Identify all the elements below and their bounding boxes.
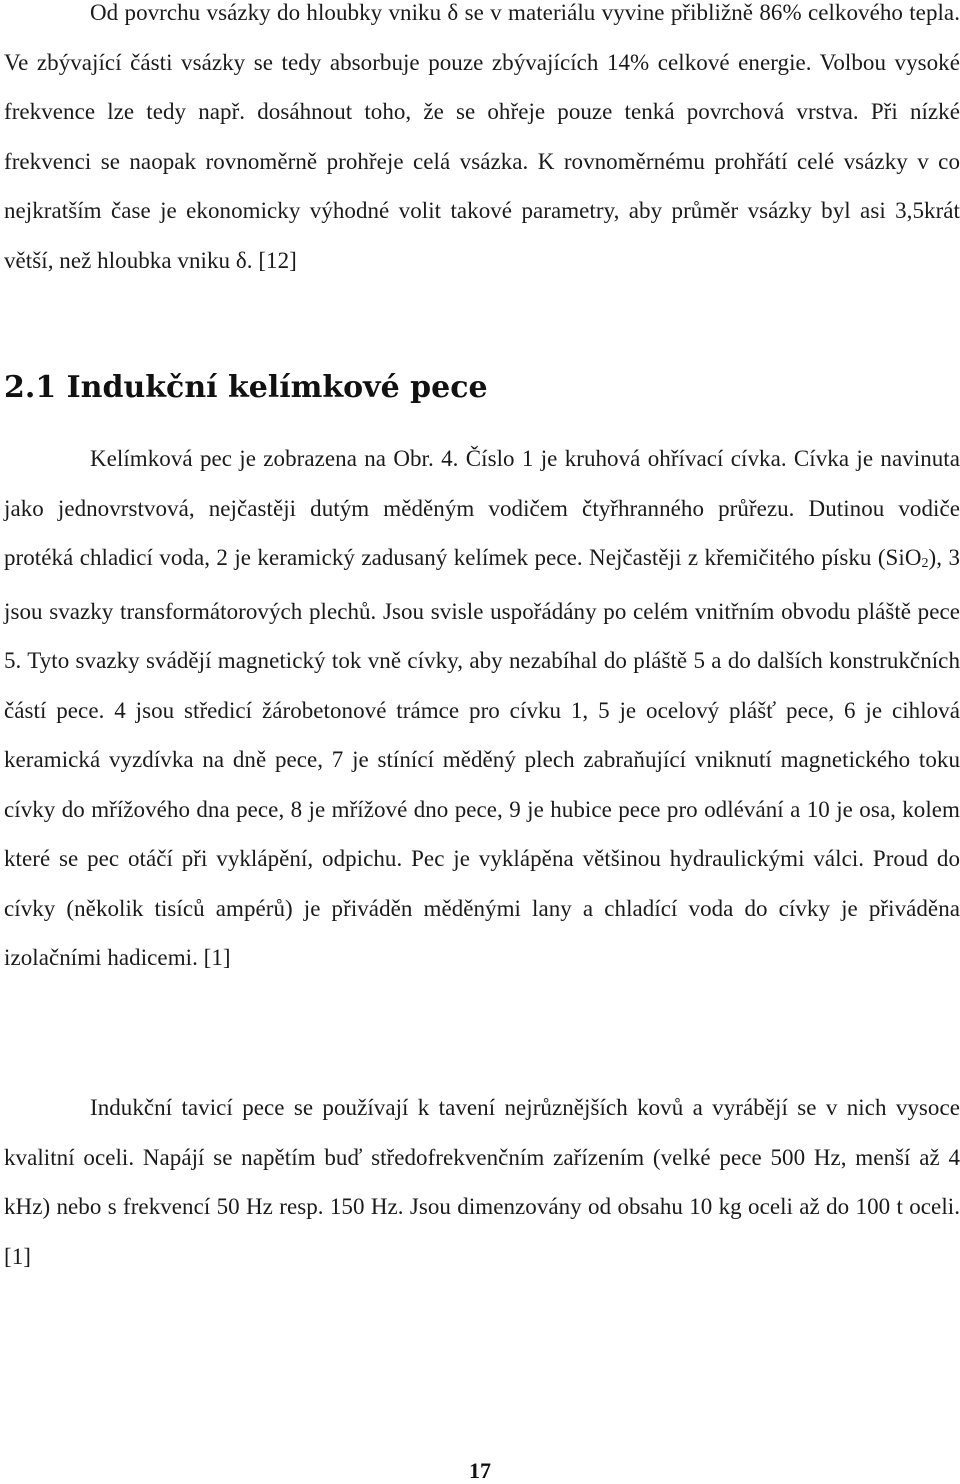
paragraph-text: Indukční tavicí pece se používají k tavení nejrůznějších kovů a vyrábějí se v nich vysoce kvalitní oceli. Napájí se napětím buď středofrekvenčním zařízením (velké pece 500 Hz, menší až 4 kHz) nebo s frekvencí 50 Hz resp. 150 Hz. Jsou dimenzovány od obsahu 10 kg oceli až do 100 t oceli. [1]: [4, 1095, 960, 1269]
paragraph-crucible-furnace: [4, 434, 960, 983]
paragraph-heat-penetration: [4, 0, 960, 285]
page-number: 17: [469, 1458, 491, 1483]
paragraph-text-part-2: ), 3 jsou svazky transformátorových plechů. Jsou svisle uspořádány po celém vnitřním obvodu pláště pece 5. Tyto svazky svádějí magnetický tok vně cívky, aby nezabíhal do pláště 5 a do dalších konstrukčních částí pece. 4 jsou středicí žárobetonové trámce pro cívku 1, 5 je ocelový plášť pece, 6 je cihlová keramická vyzdívka na dně pece, 7 je stínící měděný plech zabraňující vniknutí magnetického toku cívky do mřížového dna pece, 8 je mřížové dno pece, 9 je hubice pece pro odlévání a 10 je osa, kolem které se pec otáčí při vyklápění, odpichu. Pec je vyklápěna většinou hydraulickými válci. Proud do cívky (několik tisíců ampérů) je přiváděn měděnými lany a chladící voda do cívky je přiváděna izolačními hadicemi. [1]: [4, 545, 960, 970]
paragraph-text-part-1: Kelímková pec je zobrazena na Obr. 4. Číslo 1 je kruhová ohřívací cívka. Cívka je navinuta jako jednovrstvová, nejčastěji dutým měděným vodičem čtyřhranného průřezu. Dutinou vodiče protéká chladicí voda, 2 je keramický zadusaný kelímek pece. Nejčastěji z křemičitého písku (SiO: [4, 446, 960, 570]
paragraph-text: Od povrchu vsázky do hloubky vniku δ se v materiálu vyvine přibližně 86% celkového tepla. Ve zbývající části vsázky se tedy absorbuje pouze zbývajících 14% celkové energie. Volbou vysoké frekvence lze tedy např. dosáhnout toho, že se ohřeje pouze tenká povrchová vrstva. Při nízké frekvenci se naopak rovnoměrně prohřeje celá vsázka. K rovnoměrnému prohřátí celé vsázky v co nejkratším čase je ekonomicky výhodné volit takové parametry, aby průměr vsázky byl asi 3,5krát větší, než hloubka vniku δ. [12]: [4, 0, 960, 273]
chemical-subscript: 2: [921, 556, 929, 571]
section-heading: 2.1 Indukční kelímkové pece: [4, 370, 488, 405]
paragraph-melting-furnaces: [4, 1083, 960, 1281]
